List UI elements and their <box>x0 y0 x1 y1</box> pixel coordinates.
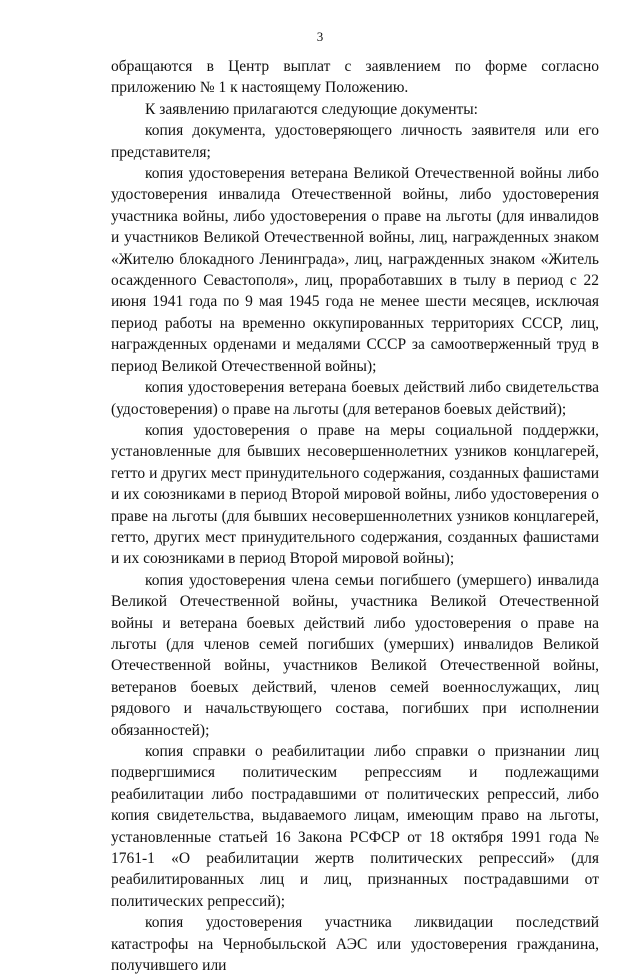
paragraph-family-member-certificate: копия удостоверения члена семьи погибшего (умершего) инвалида Великой Отечественной войны, участника Великой Отечественной войны и ветерана боевых действий либо удостоверения о праве на льготы (для членов семей погибших (умерших) инвалидов Великой Отечественной войны, участников Великой Отечественной войны, ветеранов боевых действий, членов семей военнослужащих, лиц рядового и начальствующего состава, погибших при исполнении обязанностей); <box>111 571 599 739</box>
document-body <box>111 56 599 976</box>
paragraph-documents-intro: К заявлению прилагаются следующие документы: <box>145 100 478 118</box>
paragraph-chernobyl-certificate: копия удостоверения участника ликвидации последствий катастрофы на Чернобыльской АЭС или удостоверения гражданина, получившего или <box>111 914 599 975</box>
paragraph-former-prisoners-certificate: копия удостоверения о праве на меры социальной поддержки, установленные для бывших несовершеннолетних узников концлагерей, гетто и других мест принудительного содержания, созданных фашистами и их союзниками в период Второй мировой войны, либо удостоверения о праве на льготы (для бывших несовершеннолетних узников концлагерей, гетто, других мест принудительного содержания, созданных фашистами и их союзниками в период Второй мировой войны); <box>111 421 599 568</box>
page-number: 3 <box>316 29 324 44</box>
paragraph-combat-veteran-certificate: копия удостоверения ветерана боевых действий либо свидетельства (удостоверения) о праве на льготы (для ветеранов боевых действий); <box>111 379 599 418</box>
paragraph-wwii-veteran-certificate: копия удостоверения ветерана Великой Отечественной войны либо удостоверения инвалида Отечественной войны, либо удостоверения участника войны, либо удостоверения о праве на льготы (для инвалидов и участников Великой Отечественной войны, лиц, награжденных знаком «Жителю блокадного Ленинграда», лиц, награжденных знаком «Житель осажденного Севастополя», лиц, проработавших в тылу в период с 22 июня 1941 года по 9 мая 1945 года не менее шести месяцев, исключая период работы на временно оккупированных территориях СССР, лиц, награжденных орденами и медалями СССР за самоотверженный труд в период Великой Отечественной войны); <box>111 165 599 375</box>
paragraph-identity-document: копия документа, удостоверяющего личность заявителя или его представителя; <box>111 122 599 161</box>
paragraph-rehabilitation-certificate: копия справки о реабилитации либо справки о признании лиц подвергшимися политическим репрессиям и подлежащими реабилитации либо пострадавшими от политических репрессий, либо копия свидетельства, выдаваемого лицам, имеющим право на льготы, установленные статьей 16 Закона РСФСР от 18 октября 1991 года № 1761-1 «О реабилитации жертв политических репрессий» (для реабилитированных лиц и лиц, признанных пострадавшими от политических репрессий); <box>111 743 599 910</box>
paragraph-continuation: обращаются в Центр выплат с заявлением по форме согласно приложению № 1 к настоящему Положению. <box>111 58 599 97</box>
